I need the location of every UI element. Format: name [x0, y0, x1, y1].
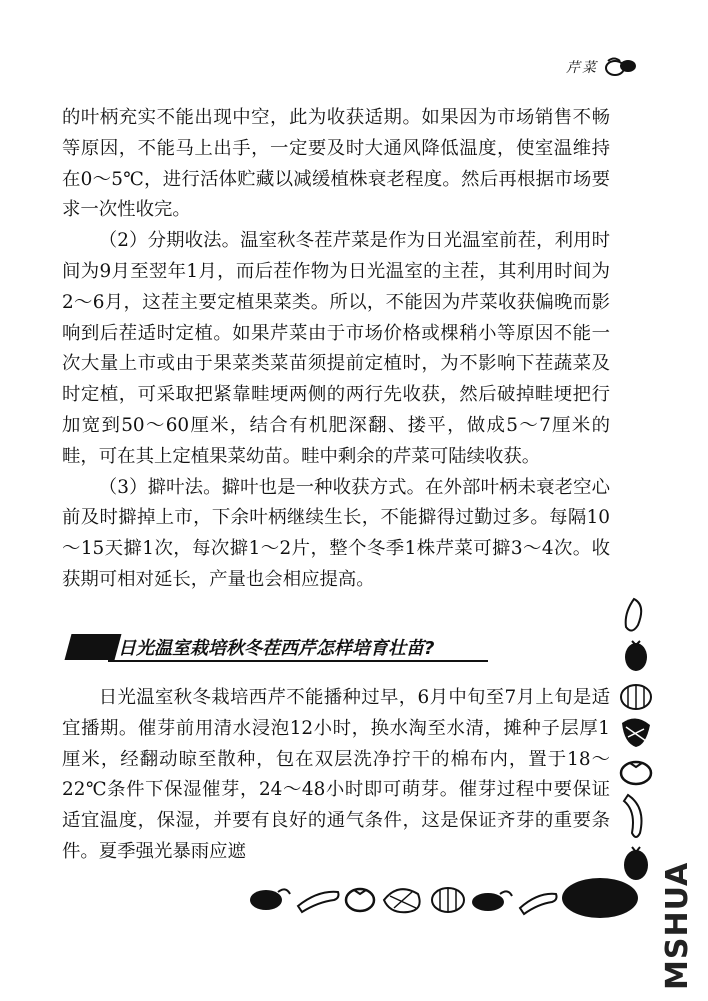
page-header [566, 56, 638, 78]
pumpkin-icon [621, 685, 651, 709]
eggplant-icon [472, 891, 512, 911]
cucumber-icon [520, 894, 557, 914]
heading-marker [65, 634, 122, 660]
cabbage-icon [384, 889, 420, 912]
paragraph: （3）擗叶法。擗叶也是一种收获方式。在外部叶柄未衰老空心前及时擗掉上市，下余叶柄继续生长，不能擗得过勤过多。每隔10～15天擗1次，每次擗1～2片，整个冬季1株芹菜可擗3～4次。收获期可相对延长，产量也会相应提高。 [62, 476, 610, 590]
running-header-title: 芹菜 [566, 60, 598, 76]
paragraph: （2）分期收法。温室秋冬茬芹菜是作为日光温室前茬，利用时间为9月至翌年1月，而后茬作物为日光温室的主茬，其利用时间为2～6月，这茬主要定植果菜类。所以，不能因为芹菜收获偏晚而影响到后茬适时定植。如果芹菜由于市场价格或棵稍小等原因不能一次大量上市或由于果菜类菜苗须提前定植时，为不影响下茬蔬菜及时定植，可采取把紧靠畦埂两侧的两行先收获，然后破掉畦埂把行加宽到50～60厘米，结合有机肥深翻、搂平，做成5～7厘米的畦，可在其上定植果菜幼苗。畦中剩余的芹菜可陆续收获。 [62, 230, 610, 467]
page-number-blot [562, 878, 638, 918]
eggplant-icon [626, 599, 642, 631]
section-heading [68, 632, 488, 662]
cucumber-icon [298, 892, 339, 912]
section-title: 日光温室栽培秋冬茬西芹怎样培育壮苗? [118, 638, 435, 659]
cucumber-icon [624, 795, 642, 837]
watermark: MSHUA [660, 861, 695, 990]
eggplant-icon [625, 641, 647, 671]
body-text-top [62, 103, 610, 596]
bottom-vegetable-border [248, 872, 648, 922]
body-text-bottom [62, 683, 610, 868]
eggplant-icon [250, 889, 290, 910]
paragraph: 的叶柄充实不能出现中空，此为收获适期。如果因为市场销售不畅等原因，不能马上出手，一定要及时大通风降低温度，使室温维持在0～5℃，进行活体贮藏以减缓植株衰老程度。然后再根据市场要求一次性收完。 [62, 107, 610, 221]
paragraph: 日光温室秋冬栽培西芹不能播种过早，6月中旬至7月上旬是适宜播期。催芽前用清水浸泡12小时，换水淘至水清，摊种子层厚1厘米，经翻动晾至散种，包在双层洗净拧干的棉布内，置于18～22℃条件下保湿催芽，24～48小时即可萌芽。催芽过程中要保证适宜温度，保湿，并要有良好的通气条件，这是保证齐芽的重要条件。夏季强光暴雨应遮 [62, 687, 610, 862]
heading-underline [108, 660, 488, 662]
cabbage-icon [622, 718, 650, 747]
pumpkin-icon [432, 888, 464, 912]
side-vegetable-border [616, 595, 656, 885]
vegetable-header-icon [604, 56, 638, 78]
tomato-icon [621, 762, 651, 784]
tomato-icon [346, 889, 374, 911]
